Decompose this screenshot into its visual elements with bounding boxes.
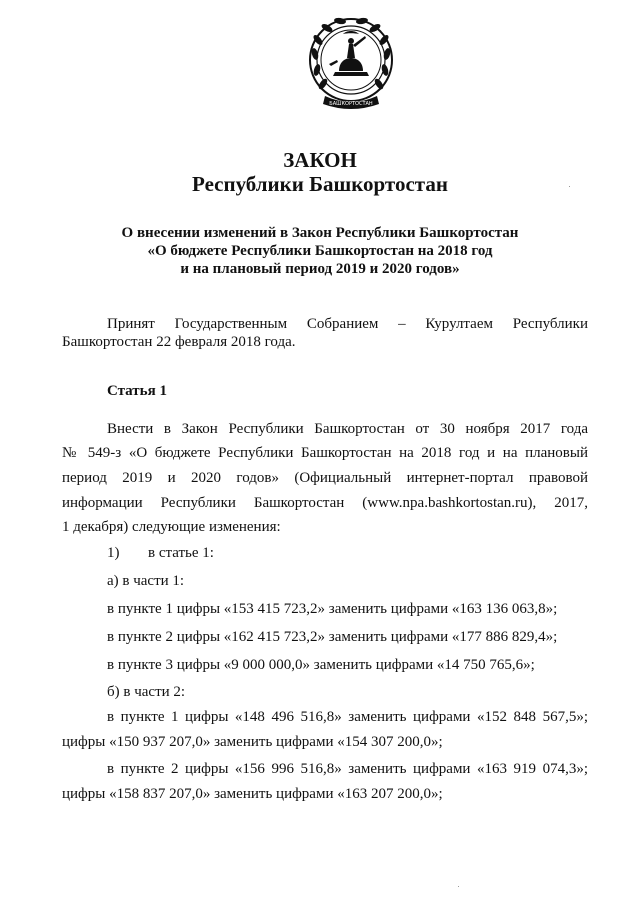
article-intro-line-1: Внести в Закон Республики Башкортостан от 30 ноября 2017 года <box>107 421 588 437</box>
part-b-point-1-line-2: цифры «150 937 207,0» заменить цифрами «154 307 200,0»; <box>62 734 443 750</box>
part-a-heading: а) в части 1: <box>107 573 185 589</box>
adopted-line-1: Принят Государственным Собранием – Курултаем Республики <box>107 316 588 332</box>
part-b-point-2-line-1: в пункте 2 цифры «156 996 516,8» заменить цифрами «163 919 074,3»; <box>107 761 588 777</box>
item-1-number: 1) <box>107 545 120 561</box>
part-b-point-1-line-1: в пункте 1 цифры «148 496 516,8» заменить цифрами «152 848 567,5»; <box>107 709 588 725</box>
scan-speck <box>569 186 570 187</box>
law-title: ЗАКОН <box>283 148 357 172</box>
part-a-line-2: в пункте 2 цифры «162 415 723,2» заменить цифрами «177 886 829,4»; <box>107 629 558 645</box>
law-subtitle-line-3: и на плановый период 2019 и 2020 годов» <box>180 261 460 277</box>
article-intro-line-4: информации Республики Башкортостан (www.npa.bashkortostan.ru), 2017, <box>62 495 588 511</box>
part-b-heading: б) в части 2: <box>107 684 186 700</box>
item-1-text: в статье 1: <box>148 545 214 561</box>
law-subtitle-line-1: О внесении изменений в Закон Республики Башкортостан <box>121 225 519 241</box>
article-intro-line-5: 1 декабря) следующие изменения: <box>62 519 281 535</box>
article-intro-line-2: № 549-з «О бюджете Республики Башкортостан на 2018 год и на плановый <box>62 445 588 461</box>
article-intro-line-3: период 2019 и 2020 годов» (Официальный интернет-портал правовой <box>62 470 588 486</box>
emblem-ribbon-text: БАШКОРТОСТАН <box>329 101 373 107</box>
part-a-line-1: в пункте 1 цифры «153 415 723,2» заменить цифрами «163 136 063,8»; <box>107 601 558 617</box>
adopted-line-2: Башкортостан 22 февраля 2018 года. <box>62 334 296 350</box>
scan-speck <box>458 886 459 887</box>
coat-of-arms-emblem <box>303 14 399 114</box>
article-heading: Статья 1 <box>107 383 167 399</box>
part-a-line-3: в пункте 3 цифры «9 000 000,0» заменить цифрами «14 750 765,6»; <box>107 657 535 673</box>
part-b-point-2-line-2: цифры «158 837 207,0» заменить цифрами «163 207 200,0»; <box>62 786 443 802</box>
law-subtitle-line-2: «О бюджете Республики Башкортостан на 2018 год <box>147 243 493 259</box>
law-republic-name: Республики Башкортостан <box>192 172 448 196</box>
